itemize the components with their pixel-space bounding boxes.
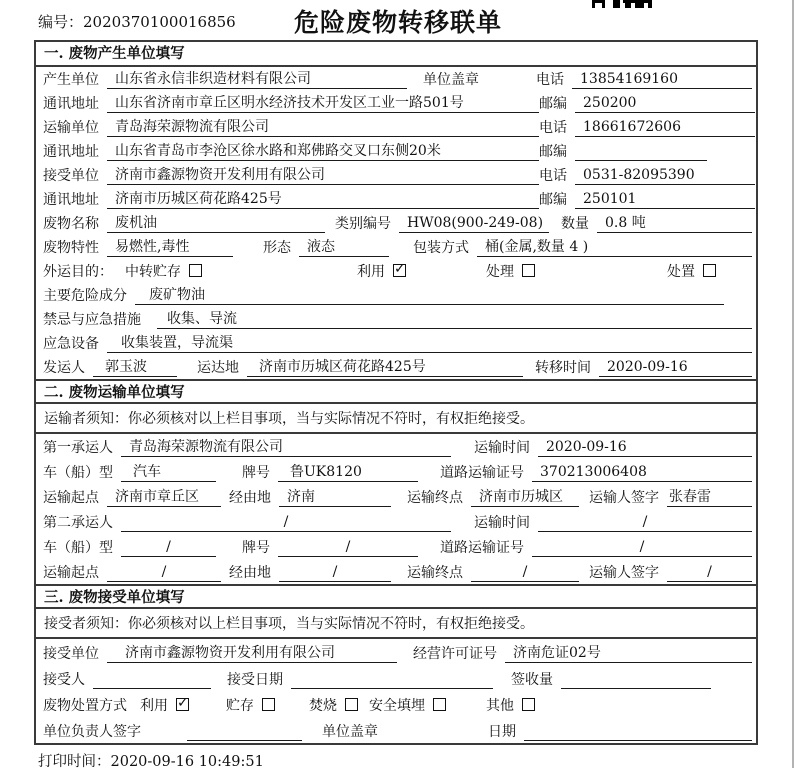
second-carrier-time-group	[474, 512, 752, 532]
route2-end-field: /	[471, 563, 579, 582]
row-disposal-method	[36, 691, 756, 717]
row-generator-address	[36, 91, 756, 115]
receiver-zip-field: 250101	[575, 190, 755, 209]
waste-qty-label: 数量	[561, 216, 589, 232]
checkbox-dispose	[703, 264, 716, 277]
row-generator-unit	[36, 67, 756, 91]
generator-phone-field: 13854169160	[572, 70, 752, 89]
second-carrier-field: /	[121, 513, 451, 532]
generator-unit-field: 山东省永信非织造材料有限公司	[107, 70, 407, 89]
row-taboo-measures	[36, 307, 756, 331]
row-accepting-unit	[36, 639, 756, 665]
row-signoff	[36, 717, 756, 743]
accept-date-field	[291, 670, 493, 689]
receiver-zip-group	[539, 189, 755, 209]
plate1-field: 鲁UK8120	[278, 463, 418, 482]
packing-label: 包装方式	[413, 240, 469, 256]
taboo-measures-field: 收集、导流	[157, 310, 752, 329]
first-carrier-time-group	[474, 437, 752, 457]
taboo-measures-label: 禁忌与应急措施	[43, 312, 141, 328]
row-receiver-unit	[36, 163, 756, 187]
option-incinerate	[309, 695, 358, 715]
row-dispatch	[36, 355, 756, 379]
receiver-address-label: 通讯地址	[43, 192, 99, 208]
first-carrier-field: 青岛海荣源物流有限公司	[121, 438, 451, 457]
checkbox-other	[522, 698, 535, 711]
generator-phone-group	[536, 69, 752, 89]
route1-via-field: 济南	[279, 488, 391, 507]
transfer-time-field: 2020-09-16	[599, 358, 752, 377]
row-acceptance	[36, 665, 756, 691]
checkbox-utilize	[393, 264, 406, 277]
row-waste-name	[36, 211, 756, 235]
sender-field: 郭玉波	[93, 358, 177, 377]
vehicle-type2-field: /	[121, 538, 216, 557]
signoff-date-label: 日期	[488, 724, 516, 740]
transport-time1-label: 运输时间	[474, 440, 530, 456]
option-dispose-label: 处置	[667, 264, 695, 280]
license-label: 经营许可证号	[413, 646, 497, 662]
option-landfill	[369, 695, 446, 715]
plate1-label: 牌号	[242, 465, 270, 481]
generator-zip-label: 邮编	[539, 96, 567, 112]
option-store-3	[226, 695, 275, 715]
signed-amount-field	[561, 670, 711, 689]
route1-sign-label: 运输人签字	[589, 490, 659, 506]
transporter-address-label: 通讯地址	[43, 144, 99, 160]
generator-address-field: 山东省济南市章丘区明水经济技术开发区工业一路501号	[107, 94, 539, 113]
page-title: 危险废物转移联单	[293, 8, 502, 37]
transporter-zip-field	[575, 142, 707, 161]
sender-label: 发运人	[43, 360, 85, 376]
page-edge-line	[792, 0, 794, 768]
plate2-label: 牌号	[242, 540, 270, 556]
option-utilize-label: 利用	[357, 264, 385, 280]
signed-amount-label: 签收量	[511, 672, 553, 688]
license-field: 济南危证02号	[505, 644, 752, 663]
option-treat	[486, 261, 535, 281]
transporter-zip-group	[539, 141, 755, 161]
transfer-time-label: 转移时间	[535, 360, 591, 376]
receiver-phone-label: 电话	[539, 168, 567, 184]
disposal-method-label: 废物处置方式	[43, 698, 127, 714]
transporter-phone-group	[539, 117, 755, 137]
transporter-unit-field: 青岛海荣源物流有限公司	[107, 118, 539, 137]
row-transfer-purpose	[36, 259, 756, 283]
option-transfer-storage-label: 中转贮存	[125, 264, 181, 280]
transport-time2-field: /	[538, 513, 752, 532]
signoff-date-field	[524, 722, 752, 741]
section3-title: 三. 废物接受单位填写	[36, 584, 756, 609]
second-carrier-label: 第二承运人	[43, 515, 113, 531]
transporter-phone-field: 18661672606	[575, 118, 755, 137]
print-time-value: 2020-09-16 10:49:51	[110, 754, 264, 770]
checkbox-transfer-storage	[189, 264, 202, 277]
row-waste-character	[36, 235, 756, 259]
destination-label: 运达地	[197, 360, 239, 376]
emergency-equipment-field: 收集装置，导流渠	[107, 334, 752, 353]
route1-end-label: 运输终点	[407, 490, 463, 506]
route2-sign-label: 运输人签字	[589, 565, 659, 581]
vehicle-type2-label: 车（船）型	[43, 540, 113, 556]
generator-address-label: 通讯地址	[43, 96, 99, 112]
row-emergency-equipment	[36, 331, 756, 355]
plate2-field: /	[278, 538, 418, 557]
hazard-component-field: 废矿物油	[135, 286, 724, 305]
waste-character-field: 易燃性,毒性	[107, 238, 233, 257]
unit-seal3-label: 单位盖章	[322, 724, 378, 740]
waste-code-label: 类别编号	[335, 216, 391, 232]
waste-name-label: 废物名称	[43, 216, 99, 232]
acceptor-field	[93, 670, 211, 689]
section3-notice: 接受者须知：你必须核对以上栏目事项，当与实际情况不符时，有权拒绝接受。	[36, 609, 756, 639]
row-route2	[36, 559, 756, 584]
receiver-unit-label: 接受单位	[43, 168, 99, 184]
waste-character-label: 废物特性	[43, 240, 99, 256]
serial-label: 编号：	[38, 13, 84, 31]
transfer-purpose-label: 外运目的：	[43, 264, 113, 280]
responsible-sign-label: 单位负责人签字	[43, 724, 141, 740]
route2-via-label: 经由地	[229, 565, 271, 581]
section2-title: 二. 废物运输单位填写	[36, 379, 756, 404]
responsible-sign-field	[187, 722, 302, 741]
route2-start-label: 运输起点	[43, 565, 99, 581]
accepting-unit-label: 接受单位	[43, 646, 99, 662]
row-receiver-address	[36, 187, 756, 211]
section1-title: 一. 废物产生单位填写	[36, 42, 756, 67]
route2-sign-field: /	[667, 563, 752, 582]
waste-form-field: 液态	[299, 238, 389, 257]
option-utilize	[357, 261, 406, 281]
section2-notice: 运输者须知：你必须核对以上栏目事项，当与实际情况不符时，有权拒绝接受。	[36, 404, 756, 434]
transporter-zip-label: 邮编	[539, 144, 567, 160]
generator-phone-label: 电话	[536, 72, 564, 88]
checkbox-incinerate	[345, 698, 358, 711]
accept-date-label: 接受日期	[227, 672, 283, 688]
route2-end-label: 运输终点	[407, 565, 463, 581]
waste-code-field: HW08(900-249-08)	[399, 214, 549, 233]
serial-value: 2020370100016856	[83, 13, 236, 31]
route1-start-label: 运输起点	[43, 490, 99, 506]
receiver-phone-group	[539, 165, 755, 185]
road-permit2-field: /	[532, 538, 752, 557]
unit-seal-label: 单位盖章	[423, 72, 479, 88]
manifest-form	[34, 40, 758, 745]
acceptor-label: 接受人	[43, 672, 85, 688]
row-transporter-address	[36, 139, 756, 163]
row-hazard-component	[36, 283, 756, 307]
waste-qty-field: 0.8 吨	[597, 214, 752, 233]
route1-sign-field: 张春雷	[667, 488, 752, 507]
qr-code-icon	[592, 0, 654, 9]
option-utilize-3-label: 利用	[140, 698, 168, 714]
hazard-component-label: 主要危险成分	[43, 288, 127, 304]
route1-end-field: 济南市历城区	[471, 488, 579, 507]
vehicle-type1-label: 车（船）型	[43, 465, 113, 481]
road-permit1-field: 370213006408	[532, 463, 752, 482]
option-utilize-3	[140, 695, 189, 715]
emergency-equipment-label: 应急设备	[43, 336, 99, 352]
option-landfill-label: 安全填埋	[369, 698, 425, 714]
checkbox-utilize-3	[176, 698, 189, 711]
road-permit2-label: 道路运输证号	[440, 540, 524, 556]
transport-time2-label: 运输时间	[474, 515, 530, 531]
checkbox-landfill	[433, 698, 446, 711]
transporter-address-field: 山东省青岛市李沧区徐水路和郑佛路交叉口东侧20米	[107, 142, 539, 161]
option-treat-label: 处理	[486, 264, 514, 280]
road-permit1-label: 道路运输证号	[440, 465, 524, 481]
packing-field: 桶(金属,数量 4 )	[477, 238, 752, 257]
row-vehicle2	[36, 534, 756, 559]
row-vehicle1	[36, 459, 756, 484]
vehicle-type1-field: 汽车	[121, 463, 216, 482]
row-route1	[36, 484, 756, 509]
first-carrier-label: 第一承运人	[43, 440, 113, 456]
waste-form-label: 形态	[263, 240, 291, 256]
transport-time1-field: 2020-09-16	[538, 438, 752, 457]
receiver-address-field: 济南市历城区荷花路425号	[107, 190, 539, 209]
destination-field: 济南市历城区荷花路425号	[247, 358, 523, 377]
transporter-unit-label: 运输单位	[43, 120, 99, 136]
route2-via-field: /	[279, 563, 391, 582]
row-first-carrier	[36, 434, 756, 459]
transporter-phone-label: 电话	[539, 120, 567, 136]
generator-zip-field: 250200	[575, 94, 755, 113]
option-other-label: 其他	[486, 698, 514, 714]
route1-via-label: 经由地	[229, 490, 271, 506]
checkbox-treat	[522, 264, 535, 277]
row-transporter-unit	[36, 115, 756, 139]
generator-zip-group	[539, 93, 755, 113]
generator-unit-label: 产生单位	[43, 72, 99, 88]
option-other	[486, 695, 535, 715]
receiver-phone-field: 0531-82095390	[575, 166, 755, 185]
print-time-label: 打印时间：	[38, 754, 111, 770]
route1-start-field: 济南市章丘区	[107, 488, 221, 507]
receiver-unit-field: 济南市鑫源物资开发利用有限公司	[107, 166, 539, 185]
row-second-carrier	[36, 509, 756, 534]
option-transfer-storage	[125, 261, 202, 281]
route2-start-field: /	[107, 563, 221, 582]
receiver-zip-label: 邮编	[539, 192, 567, 208]
accepting-unit-field: 济南市鑫源物资开发利用有限公司	[107, 644, 397, 663]
option-dispose	[667, 261, 716, 281]
waste-name-field: 废机油	[107, 214, 325, 233]
checkbox-store-3	[262, 698, 275, 711]
option-incinerate-label: 焚烧	[309, 698, 337, 714]
option-store-3-label: 贮存	[226, 698, 254, 714]
